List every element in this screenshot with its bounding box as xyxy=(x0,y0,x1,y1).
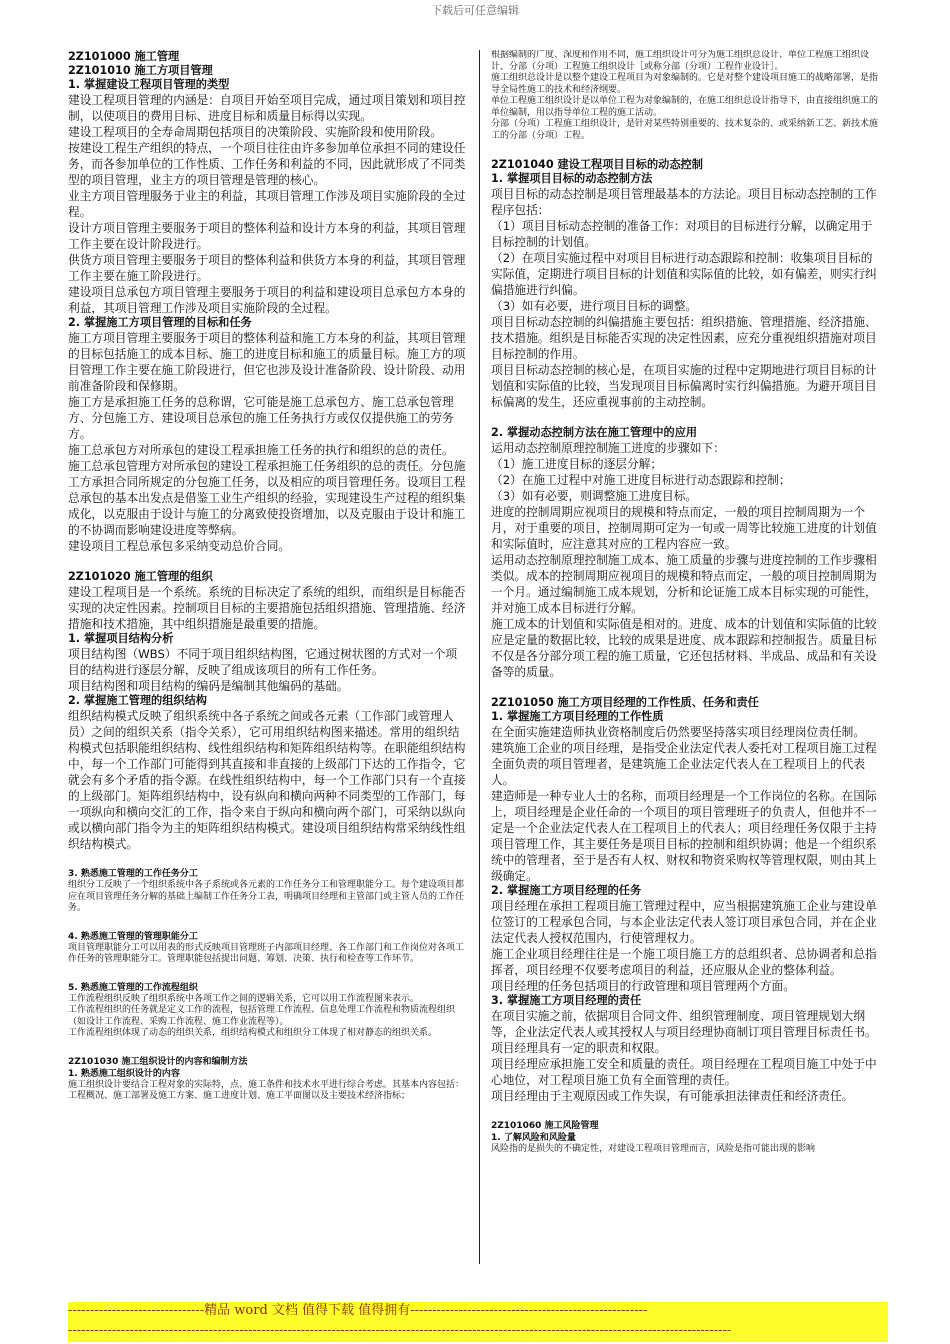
paragraph: 分部（分项）工程施工组织设计，是针对某些特别重要的、技术复杂的、或采纳新工艺、新技术施工的分部（分项）工程。 xyxy=(491,119,879,141)
paragraph: 运用动态控制原理控制施工进度的步骤如下： xyxy=(491,441,725,455)
paragraph: 根据编制的广度、深度和作用不同，施工组织设计可分为施工组织总设计、单位工程施工组织设计、分部（分项）工程施工组织设计［或称分部（分项）工程作业设计］。 xyxy=(491,50,870,72)
section-gap xyxy=(491,410,884,426)
paragraph: 建造师是一种专业人士的名称，而项目经理是一个工作岗位的名称。在国际上，项目经理是企业任命的一个项目的项目管理班子的负责人，但他并不一定是一个企业法定代表人在工程项目上的代表人；项目经理任务仅限于主持项目管理工作，其主要任务是项目目标的控制和组织协调；他是一个组织系统中的管理者，至于是否有人权、财权和物资采购权等管理权限，则由其上级确定。 xyxy=(491,789,877,883)
paragraph: （1）项目目标动态控制的准备工作：对项目的目标进行分解，以确定用于目标控制的计划值。 xyxy=(491,219,873,249)
section-heading: 1. 掌握建设工程项目管理的类型 xyxy=(68,78,230,91)
paragraph: 单位工程施工组织设计是以单位工程为对象编制的，在施工组织总设计指导下，由直接组织施工的单位编制，用以指导单位工程的施工活动。 xyxy=(491,96,879,118)
paragraph: （2）在施工过程中对施工进度目标进行动态跟踪和控制； xyxy=(491,473,791,487)
paragraph: 施工成本的计划值和实际值是相对的。进度、成本的计划值和实际值的比较应是定量的数据比较，比较的成果是进度、成本跟踪和控制报告。质量目标不仅是各分部分项工程的施工质量，它还包括材料、半成品、成品和有关设备等的质量。 xyxy=(491,617,877,679)
section-gap xyxy=(491,1104,884,1120)
paragraph: 项目目标动态控制的核心是，在项目实施的过程中定期地进行项目目标的计划值和实际值的比较，当发现项目目标偏离时实行纠偏措施。为避开项目目标偏离的发生，还应重视事前的主动控制。 xyxy=(491,363,877,409)
section-heading: 1. 熟悉施工组织设计的内容 xyxy=(68,1068,180,1079)
paragraph: 建设工程项目是一个系统。系统的目标决定了系统的组织，而组织是目标能否实现的决定性因素。控制项目目标的主要措施包括组织措施、管理措施、经济措施和技术措施，其中组织措施是最重要的措施。 xyxy=(68,585,466,631)
left-column xyxy=(68,50,468,1262)
paragraph: 施工方项目管理主要服务于项目的整体利益和施工方本身的利益，其项目管理的目标包括施工的成本目标、施工的进度目标和施工的质量目标。施工方的项目管理工作主要在施工阶段进行，但它也涉及设计准备阶段、设计阶段、动用前准备阶段和保修期。 xyxy=(68,331,466,393)
paragraph: 施工总承包管理方对所承包的建设工程承担施工任务组织的总的责任。分包施工方承担合同所规定的分包施工任务，以及相应的项目管理任务。设项目工程总承包的基本出发点是借鉴工业生产组织的经验，实现建设生产过程的组织集成化，以克服由于设计与施工的分离致使投资增加，以及克服由于设计和施工的不协调而影响建设进度等弊病。 xyxy=(68,459,466,537)
section-heading: 4. 熟悉施工管理的管理职能分工 xyxy=(68,931,198,942)
paragraph: 项目管理职能分工可以用表的形式反映项目管理班子内部项目经理、各工作部门和工作岗位对各项工作任务的管理职能分工。管理职能包括提出问题、筹划、决策、执行和检查等工作环节。 xyxy=(68,942,465,964)
paragraph: 工作流程组织体现了动态的组织关系，组织结构模式和组织分工体现了相对静态的组织关系。 xyxy=(68,1028,438,1038)
paragraph: 工作流程组织反映了组织系统中各项工作之间的逻辑关系，它可以用工作流程图来表示。 xyxy=(68,993,420,1004)
section-gap xyxy=(491,680,884,696)
paragraph: 工作流程组织的任务就是定义工作的流程，包括管理工作流程、信息处理工作流程和物质流程组织（如设计工作流程、采购工作流程、施工作业流程等）。 xyxy=(68,1005,456,1027)
paragraph: 项目经理由于主观原因或工作失误，有可能承担法律责任和经济责任。 xyxy=(491,1089,854,1103)
section-heading: 2Z101040 建设工程项目目标的动态控制 xyxy=(491,158,703,171)
right-column xyxy=(491,50,884,1262)
paragraph: 项目结构图（WBS）不同于项目组织结构图，它通过树状图的方式对一个项目的结构进行逐层分解，反映了组成该项目的所有工作任务。 xyxy=(68,647,458,677)
footer-line-1: -------------------------------精品 word 文档 值得下载 值得拥有------------------------------------------------------ xyxy=(68,1303,648,1318)
section-heading: 1. 了解风险和风险量 xyxy=(491,1133,576,1143)
paragraph: 施工方是承担施工任务的总称谓，它可能是施工总承包方、施工总承包管理方、分包施工方、建设项目总承包的施工任务执行方或仅仅提供施工的劳务方。 xyxy=(68,395,454,441)
paragraph: 项目目标的动态控制是项目管理最基本的方法论。项目目标动态控制的工作程序包括： xyxy=(491,187,877,217)
section-heading: 3. 掌握施工方项目经理的责任 xyxy=(491,994,642,1007)
section-heading: 2. 掌握施工方项目经理的任务 xyxy=(491,884,642,897)
section-gap xyxy=(68,1040,468,1056)
footer-line-2: ------------------------------------------------------------------------------------------------------------------------------------------------------- xyxy=(68,1323,732,1338)
paragraph: 施工企业项目经理往往是一个施工项目施工方的总组织者、总协调者和总指挥者，项目经理不仅要考虑项目的利益，还应服从企业的整体利益。 xyxy=(491,947,877,977)
section-heading: 3. 熟悉施工管理的工作任务分工 xyxy=(68,869,198,879)
section-heading: 2Z101050 施工方项目经理的工作性质、任务和责任 xyxy=(491,696,759,709)
section-gap xyxy=(68,852,468,868)
paragraph: 施工总承包方对所承包的建设工程承担施工任务的执行和组织的总的责任。 xyxy=(68,443,454,457)
section-heading: 2Z101030 施工组织设计的内容和编制方法 xyxy=(68,1056,248,1067)
paragraph: 在全面实施建造师执业资格制度后仍然要坚持落实项目经理岗位责任制。 xyxy=(491,725,866,739)
paragraph: 建设项目工程总承包多采纳变动总价合同。 xyxy=(68,539,291,553)
paragraph: 供货方项目管理主要服务于项目的整体利益和供货方本身的利益，其项目管理工作主要在施工阶段进行。 xyxy=(68,253,466,283)
section-heading: 2. 掌握动态控制方法在施工管理中的应用 xyxy=(491,426,698,439)
section-heading: 2Z101010 施工方项目管理 xyxy=(68,64,213,77)
paragraph: 项目经理的任务包括项目的行政管理和项目管理两个方面。 xyxy=(491,979,795,993)
paragraph: 建设项目总承包方项目管理主要服务于项目的利益和建设项目总承包方本身的利益，其项目管理工作涉及项目实施阶段的全过程。 xyxy=(68,285,466,315)
section-heading: 2Z101020 施工管理的组织 xyxy=(68,570,213,583)
paragraph: 项目结构图和项目结构的编码是编制其他编码的基础。 xyxy=(68,679,349,693)
paragraph: （1）施工进度目标的逐层分解； xyxy=(491,457,663,471)
header-note: 下载后可任意编辑 xyxy=(431,4,519,17)
section-heading: 2Z101060 施工风险管理 xyxy=(491,1121,599,1131)
column-divider xyxy=(479,50,480,1264)
section-heading: 2. 掌握施工管理的组织结构 xyxy=(68,694,207,707)
section-heading: 1. 掌握项目结构分析 xyxy=(68,632,174,645)
section-gap xyxy=(68,554,468,570)
section-heading: 5. 熟悉施工管理的工作流程组织 xyxy=(68,982,198,993)
paragraph: 组织分工反映了一个组织系统中各子系统或各元素的工作任务分工和管理职能分工。每个建设项目都应在项目管理任务分解的基础上编制工作任务分工表，明确项目经理和主管部门或主管人员的工作任务。 xyxy=(68,880,465,913)
paragraph: 建设工程项目的全寿命周期包括项目的决策阶段、实施阶段和使用阶段。 xyxy=(68,125,443,139)
section-heading: 2. 掌握施工方项目管理的目标和任务 xyxy=(68,316,252,329)
paragraph: 施工组织设计要结合工程对象的实际特，点、施工条件和技术水平进行综合考虑。其基本内容包括：工程概况、施工部署及施工方案、施工进度计划、施工平面图以及主要技术经济指标； xyxy=(68,1079,465,1101)
paragraph: （3）如有必要，则调整施工进度目标。 xyxy=(491,489,698,503)
paragraph: 按建设工程生产组织的特点，一个项目往往由许多参加单位承担不同的建设任务，而各参加单位的工作性质、工作任务和利益的不同，因此就形成了不同类型的项目管理，业主方的项目管理是管理的核心。 xyxy=(68,141,466,187)
section-heading: 1. 掌握项目目标的动态控制方法 xyxy=(491,172,653,185)
paragraph: 设计方项目管理主要服务于项目的整体利益和设计方本身的利益，其项目管理工作主要在设计阶段进行。 xyxy=(68,221,466,251)
paragraph: 施工组织总设计是以整个建设工程项目为对象编制的。它是对整个建设项目施工的战略部署，是指导全局性施工的技术和经济纲要。 xyxy=(491,73,879,95)
paragraph: 建设工程项目管理的内涵是：自项目开始至项目完成，通过项目策划和项目控制，以使项目的费用目标、进度目标和质量目标得以实现。 xyxy=(68,93,466,123)
section-heading: 2Z101000 施工管理 xyxy=(68,50,180,63)
paragraph: 进度的控制周期应视项目的规模和特点而定，一般的项目控制周期为一个月，对于重要的项目，控制周期可定为一旬或一周等比较施工进度的计划值和实际值时，应注意其对应的工程内容应一致。 xyxy=(491,505,877,551)
section-gap xyxy=(491,142,884,158)
paragraph: 项目经理在承担工程项目施工管理过程中，应当根据建筑施工企业与建设单位签订的工程承包合同，与本企业法定代表人签订项目承包合同，并在企业法定代表人授权范围内，行使管理权力。 xyxy=(491,899,877,945)
footer-banner xyxy=(68,1302,888,1342)
paragraph: 在项目实施之前，依据项目合同文件、组织管理制度、项目管理规划大纲等，企业法定代表人或其授权人与项目经理协商制订项目管理目标责任书。项目经理具有一定的职责和权限。 xyxy=(491,1009,877,1055)
paragraph: 项目经理应承担施工安全和质量的责任。项目经理在工程项目施工中处于中心地位，对工程项目施工负有全面管理的责任。 xyxy=(491,1057,877,1087)
paragraph: 组织结构模式反映了组织系统中各子系统之间或各元素（工作部门或管理人员）之间的组织关系（指令关系），它可用组织结构图来描述。常用的组织结构模式包括职能组织结构、线性组织结构和矩阵组织结构等。在职能组织结构中，每一个工作部门可能得到其直接和非直接的上级部门下达的工作指令，它就会有多个矛盾的指令源。在线性组织结构中，每一个工作部门只有一个直接的上级部门。矩阵组织结构中，设有纵向和横向两种不同类型的工作部门，每一项纵向和横向交汇的工作，指令来自于纵向和横向两个部门，可采纳以纵向或以横向部门指令为主的矩阵组织结构模式。建设项目组织结构常采纳线性组织结构模式。 xyxy=(68,709,466,851)
section-gap xyxy=(68,966,468,982)
paragraph: 项目目标动态控制的纠偏措施主要包括：组织措施、管理措施、经济措施、技术措施。组织是目标能否实现的决定性因素，应充分重视组织措施对项目目标控制的作用。 xyxy=(491,315,877,361)
section-gap xyxy=(68,915,468,931)
paragraph: （3）如有必要，进行项目目标的调整。 xyxy=(491,299,698,313)
section-heading: 1. 掌握施工方项目经理的工作性质 xyxy=(491,710,664,723)
paragraph: 建筑施工企业的项目经理，是指受企业法定代表人委托对工程项目施工过程全面负责的项目管理者，是建筑施工企业法定代表人在工程项目上的代表人。 xyxy=(491,741,877,787)
paragraph: 运用动态控制原理控制施工成本、施工质量的步骤与进度控制的工作步骤相类似。成本的控制周期应视项目的规模和特点而定，一般的项目控制周期为一个月。通过编制施工成本规划，分析和论证施工成本目标实现的可能性，并对施工成本目标进行分解。 xyxy=(491,553,877,615)
paragraph: （2）在项目实施过程中对项目目标进行动态跟踪和控制：收集项目目标的实际值，定期进行项目目标的计划值和实际值的比较，如有偏差，则实行纠偏措施进行纠偏。 xyxy=(491,251,877,297)
paragraph: 风险指的是损失的不确定性，对建设工程项目管理而言，风险是指可能出现的影响 xyxy=(491,1144,816,1154)
paragraph: 业主方项目管理服务于业主的利益，其项目管理工作涉及项目实施阶段的全过程。 xyxy=(68,189,466,219)
